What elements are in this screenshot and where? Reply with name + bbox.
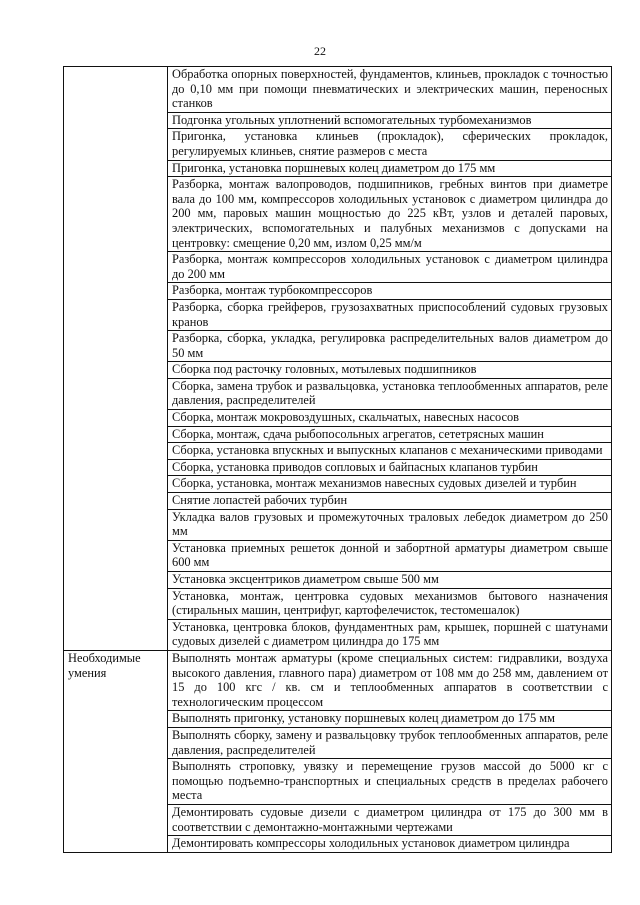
item-text: Подгонка угольных уплотнений вспомогательных турбомеханизмов xyxy=(168,112,612,129)
item-text: Разборка, монтаж валопроводов, подшипников, гребных винтов при диаметре вала до 100 мм, компрессоров холодильных установок с диаметром цилиндра до 200 мм, паровых машин мощностью до 225 кВт, узлов и деталей паровых, электрических, вспомогательных и палубных механизмов с допусками на центровку: смещение 0,20 мм, излом 0,25 мм/м xyxy=(168,177,612,252)
page-number: 22 xyxy=(314,44,326,58)
table-row xyxy=(64,650,612,710)
item-text: Установка эксцентриков диаметром свыше 500 мм xyxy=(168,572,612,589)
item-text: Выполнять сборку, замену и развальцовку трубок теплообменных аппаратов, реле давления, распределителей xyxy=(168,727,612,758)
item-text: Снятие лопастей рабочих турбин xyxy=(168,493,612,510)
section-label: Необходимые умения xyxy=(64,650,168,852)
competency-table xyxy=(63,66,612,853)
table-body xyxy=(64,67,612,853)
item-text: Выполнять пригонку, установку поршневых колец диаметром до 175 мм xyxy=(168,711,612,728)
item-text: Укладка валов грузовых и промежуточных траловых лебедок диаметром до 250 мм xyxy=(168,509,612,540)
section-label xyxy=(64,67,168,651)
item-text: Сборка под расточку головных, мотылевых подшипников xyxy=(168,362,612,379)
item-text: Сборка, установка приводов сопловых и байпасных клапанов турбин xyxy=(168,459,612,476)
item-text: Разборка, монтаж компрессоров холодильных установок с диаметром цилиндра до 200 мм xyxy=(168,252,612,283)
item-text: Разборка, сборка грейферов, грузозахватных приспособлений судовых грузовых кранов xyxy=(168,299,612,330)
table-row xyxy=(64,67,612,113)
item-text: Пригонка, установка поршневых колец диаметром до 175 мм xyxy=(168,160,612,177)
item-text: Демонтировать компрессоры холодильных установок диаметром цилиндра xyxy=(168,836,612,853)
item-text: Демонтировать судовые дизели с диаметром цилиндра от 175 до 300 мм в соответствии с демонтажно-монтажными чертежами xyxy=(168,804,612,835)
item-text: Сборка, монтаж мокровоздушных, скальчатых, навесных насосов xyxy=(168,410,612,427)
item-text: Установка, монтаж, центровка судовых механизмов бытового назначения (стиральных машин, центрифуг, картофелечисток, тестомешалок) xyxy=(168,588,612,619)
item-text: Сборка, установка, монтаж механизмов навесных судовых дизелей и турбин xyxy=(168,476,612,493)
item-text: Сборка, монтаж, сдача рыбопосольных агрегатов, сететрясных машин xyxy=(168,426,612,443)
item-text: Выполнять строповку, увязку и перемещение грузов массой до 5000 кг с помощью подъемно-транспортных и специальных средств в пределах рабочего места xyxy=(168,759,612,805)
item-text: Выполнять монтаж арматуры (кроме специальных систем: гидравлики, воздуха высокого давления, главного пара) диаметром от 108 мм до 258 мм, давлением от 15 до 100 кгс / кв. см и теплообменных аппаратов в соответствии с технологическим процессом xyxy=(168,650,612,710)
item-text: Сборка, замена трубок и развальцовка, установка теплообменных аппаратов, реле давления, распределителей xyxy=(168,378,612,409)
item-text: Разборка, монтаж турбокомпрессоров xyxy=(168,283,612,300)
item-text: Пригонка, установка клиньев (прокладок), сферических прокладок, регулируемых клиньев, снятие размеров с места xyxy=(168,129,612,160)
item-text: Разборка, сборка, укладка, регулировка распределительных валов диаметром до 50 мм xyxy=(168,331,612,362)
item-text: Установка приемных решеток донной и забортной арматуры диаметром свыше 600 мм xyxy=(168,540,612,571)
item-text: Обработка опорных поверхностей, фундаментов, клиньев, прокладок с точностью до 0,10 мм при помощи пневматических и электрических машин, переносных станков xyxy=(168,67,612,113)
item-text: Установка, центровка блоков, фундаментных рам, крышек, поршней с шатунами судовых дизелей с диаметром цилиндра до 175 мм xyxy=(168,619,612,650)
item-text: Сборка, установка впускных и выпускных клапанов с механическими приводами xyxy=(168,443,612,460)
